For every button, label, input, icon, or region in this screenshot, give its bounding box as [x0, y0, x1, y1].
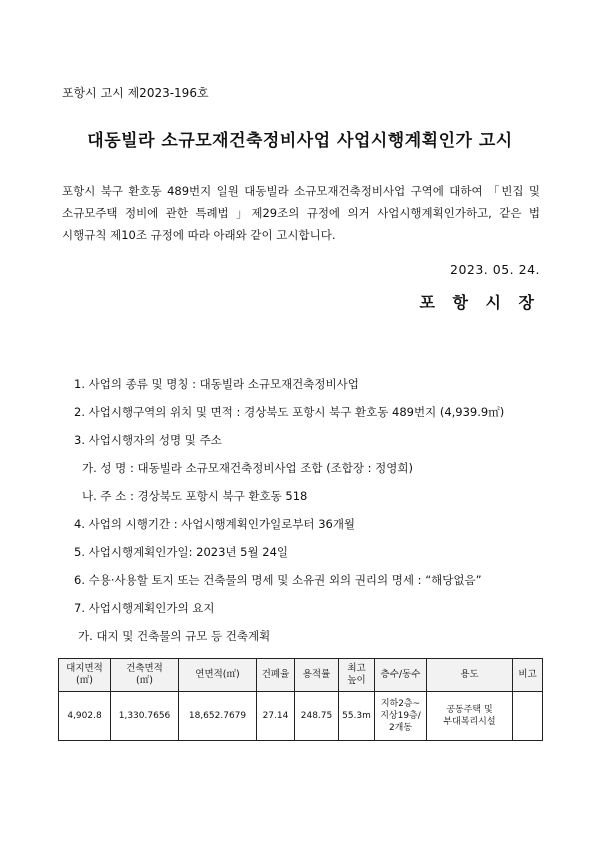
header-use: 용도: [427, 659, 513, 692]
building-plan-table: [58, 658, 543, 741]
header-floor-area-ratio: 용적률: [295, 659, 339, 692]
notice-body: 포항시 북구 환호동 489번지 일원 대동빌라 소규모재건축정비사업 구역에 대하여 「빈집 및 소규모주택 정비에 관한 특례법 」제29조의 규정에 의거 사업시행계획인가하고, 같은 법 시행규칙 제10조 규정에 따라 아래와 같이 고시합니다.: [62, 184, 540, 242]
cell-site-area: 4,902.8: [59, 692, 111, 741]
table-header-row: [59, 659, 543, 692]
cell-floor-area-ratio: 248.75: [295, 692, 339, 741]
item-expropriation: 6. 수용·사용할 토지 또는 건축물의 명세 및 소유권 외의 권리의 명세 : “해당없음”: [74, 573, 482, 587]
header-floors-buildings: 층수/동수: [375, 659, 427, 692]
item-operator: 3. 사업시행자의 성명 및 주소: [74, 433, 222, 447]
header-coverage-ratio: 건폐율: [257, 659, 295, 692]
cell-use: 공동주택 및 부대복리시설: [427, 692, 513, 741]
header-building-area: 건축면적 (㎡): [111, 659, 179, 692]
item-summary: 7. 사업시행계획인가의 요지: [74, 601, 215, 615]
item-approval-date: 5. 사업시행계획인가일: 2023년 5월 24일: [74, 545, 288, 559]
signer: 포 항 시 장: [419, 293, 540, 312]
cell-coverage-ratio: 27.14: [257, 692, 295, 741]
table-row: [59, 692, 543, 741]
notice-title: 대동빌라 소규모재건축정비사업 사업시행계획인가 고시: [87, 131, 513, 151]
header-site-area: 대지면적 (㎡): [59, 659, 111, 692]
cell-floors-buildings: 지하2층~ 지상19층/ 2개동: [375, 692, 427, 741]
item-operator-name: 가. 성 명 : 대동빌라 소규모재건축정비사업 조합 (조합장 : 정영희): [82, 461, 413, 475]
notice-number: 포항시 고시 제2023-196호: [62, 86, 209, 100]
item-building-plan: 가. 대지 및 건축물의 규모 등 건축계획: [78, 629, 271, 643]
cell-max-height: 55.3m: [339, 692, 375, 741]
header-floor-area: 연면적(㎡): [179, 659, 257, 692]
item-project-type: 1. 사업의 종류 및 명칭 : 대동빌라 소규모재건축정비사업: [74, 377, 359, 391]
header-remarks: 비고: [513, 659, 543, 692]
header-max-height: 최고 높이: [339, 659, 375, 692]
cell-remarks: [513, 692, 543, 741]
item-period: 4. 사업의 시행기간 : 사업시행계획인가일로부터 36개월: [74, 517, 356, 531]
cell-floor-area: 18,652.7679: [179, 692, 257, 741]
item-location-area: 2. 사업시행구역의 위치 및 면적 : 경상북도 포항시 북구 환호동 489번지 (4,939.9㎡): [74, 405, 505, 419]
notice-date: 2023. 05. 24.: [450, 262, 540, 277]
cell-building-area: 1,330.7656: [111, 692, 179, 741]
item-operator-address: 나. 주 소 : 경상북도 포항시 북구 환호동 518: [82, 489, 308, 503]
